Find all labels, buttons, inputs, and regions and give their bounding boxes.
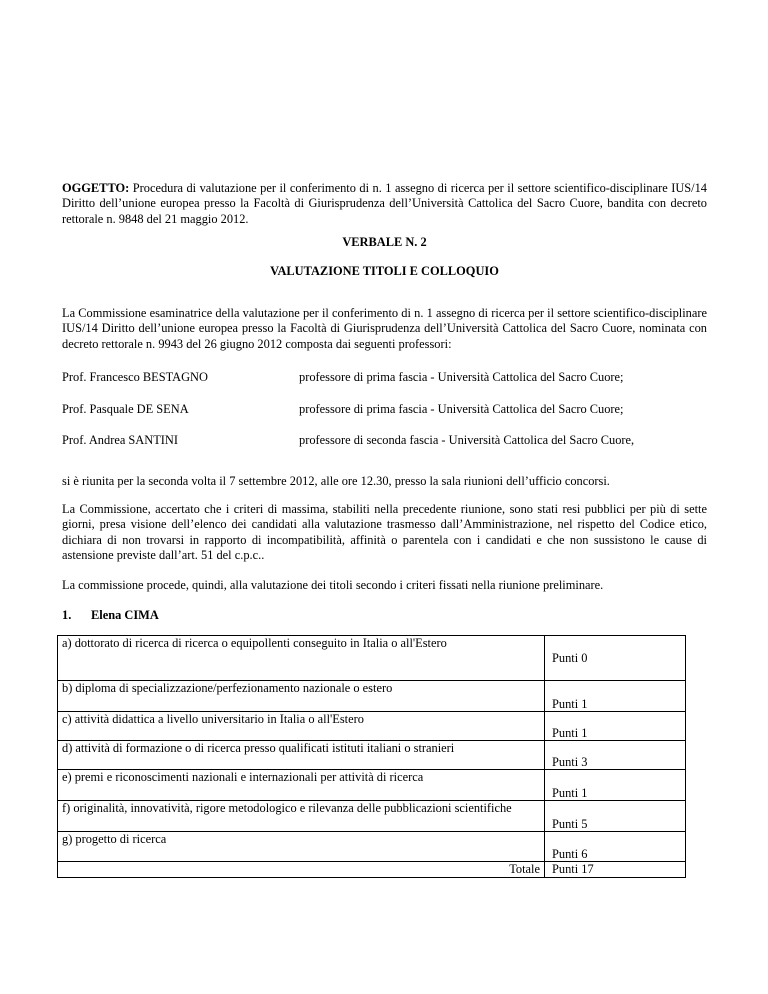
- member-role: professore di prima fascia - Università Cattolica del Sacro Cuore;: [299, 402, 624, 416]
- criterion-cell: f) originalità, innovatività, rigore metodologico e rilevanza delle pubblicazioni scientifiche: [58, 801, 545, 832]
- points-cell: Punti 1: [545, 681, 686, 712]
- table-row: [58, 741, 686, 770]
- candidate-name: Elena CIMA: [91, 608, 159, 622]
- verbale-title: VERBALE N. 2: [342, 235, 427, 249]
- evaluation-table: [57, 635, 686, 878]
- section-heading: VALUTAZIONE TITOLI E COLLOQUIO: [270, 264, 499, 278]
- table-row: [58, 770, 686, 801]
- total-row: [58, 862, 686, 878]
- meeting-paragraph: si è riunita per la seconda volta il 7 settembre 2012, alle ore 12.30, presso la sala riunioni dell’ufficio concorsi.: [62, 474, 610, 488]
- candidate-number: 1.: [62, 608, 72, 622]
- subject-paragraph: [62, 181, 707, 227]
- total-label: Totale: [58, 862, 545, 878]
- member-name: Prof. Andrea SANTINI: [62, 433, 178, 447]
- criterion-cell: g) progetto di ricerca: [58, 832, 545, 862]
- points-cell: Punti 3: [545, 741, 686, 770]
- criteria-paragraph: La Commissione, accertato che i criteri di massima, stabiliti nella precedente riunione, sono stati resi pubblici per più di sette giorni, presa visione dell’elenco dei candidati alla valutazione trasmesso dall’Amministrazione, nel rispetto del Codice etico, dichiara di non trovarsi in rapporto di incompatibilità, affinità o parentela con i candidati e che non sussistono le cause di astensione previste dall’art. 51 del c.p.c..: [62, 502, 707, 562]
- member-name: Prof. Pasquale DE SENA: [62, 402, 189, 416]
- subject-text: Procedura di valutazione per il conferimento di n. 1 assegno di ricerca per il settore scientifico-disciplinare IUS/14 Diritto dell’unione europea presso la Facoltà di Giurisprudenza dell’Università Cattolica del Sacro Cuore, bandita con decreto rettorale n. 9848 del 21 maggio 2012.: [62, 181, 707, 226]
- intro-paragraph: La Commissione esaminatrice della valutazione per il conferimento di n. 1 assegno di ricerca per il settore scientifico-disciplinare IUS/14 Diritto dell’unione europea presso la Facoltà di Giurisprudenza dell’Università Cattolica del Sacro Cuore, nominata con decreto rettorale n. 9943 del 26 giugno 2012 composta dai seguenti professori:: [62, 306, 707, 351]
- table-row: [58, 832, 686, 862]
- points-cell: Punti 6: [545, 832, 686, 862]
- criterion-cell: d) attività di formazione o di ricerca presso qualificati istituti italiani o stranieri: [58, 741, 545, 770]
- member-role: professore di seconda fascia - Università Cattolica del Sacro Cuore,: [299, 433, 635, 447]
- points-cell: Punti 5: [545, 801, 686, 832]
- total-points: Punti 17: [545, 862, 686, 878]
- points-cell: Punti 1: [545, 712, 686, 741]
- criterion-cell: c) attività didattica a livello universitario in Italia o all'Estero: [58, 712, 545, 741]
- table-row: [58, 636, 686, 681]
- criterion-cell: b) diploma di specializzazione/perfezionamento nazionale o estero: [58, 681, 545, 712]
- table-row: [58, 681, 686, 712]
- criterion-cell: e) premi e riconoscimenti nazionali e internazionali per attività di ricerca: [58, 770, 545, 801]
- member-name: Prof. Francesco BESTAGNO: [62, 370, 208, 384]
- criterion-cell: a) dottorato di ricerca di ricerca o equipollenti conseguito in Italia o all'Estero: [58, 636, 545, 681]
- table-row: [58, 801, 686, 832]
- table-row: [58, 712, 686, 741]
- points-cell: Punti 1: [545, 770, 686, 801]
- procedure-paragraph: La commissione procede, quindi, alla valutazione dei titoli secondo i criteri fissati nella riunione preliminare.: [62, 578, 604, 592]
- member-role: professore di prima fascia - Università Cattolica del Sacro Cuore;: [299, 370, 624, 384]
- subject-label: OGGETTO:: [62, 181, 130, 195]
- points-cell: Punti 0: [545, 636, 686, 681]
